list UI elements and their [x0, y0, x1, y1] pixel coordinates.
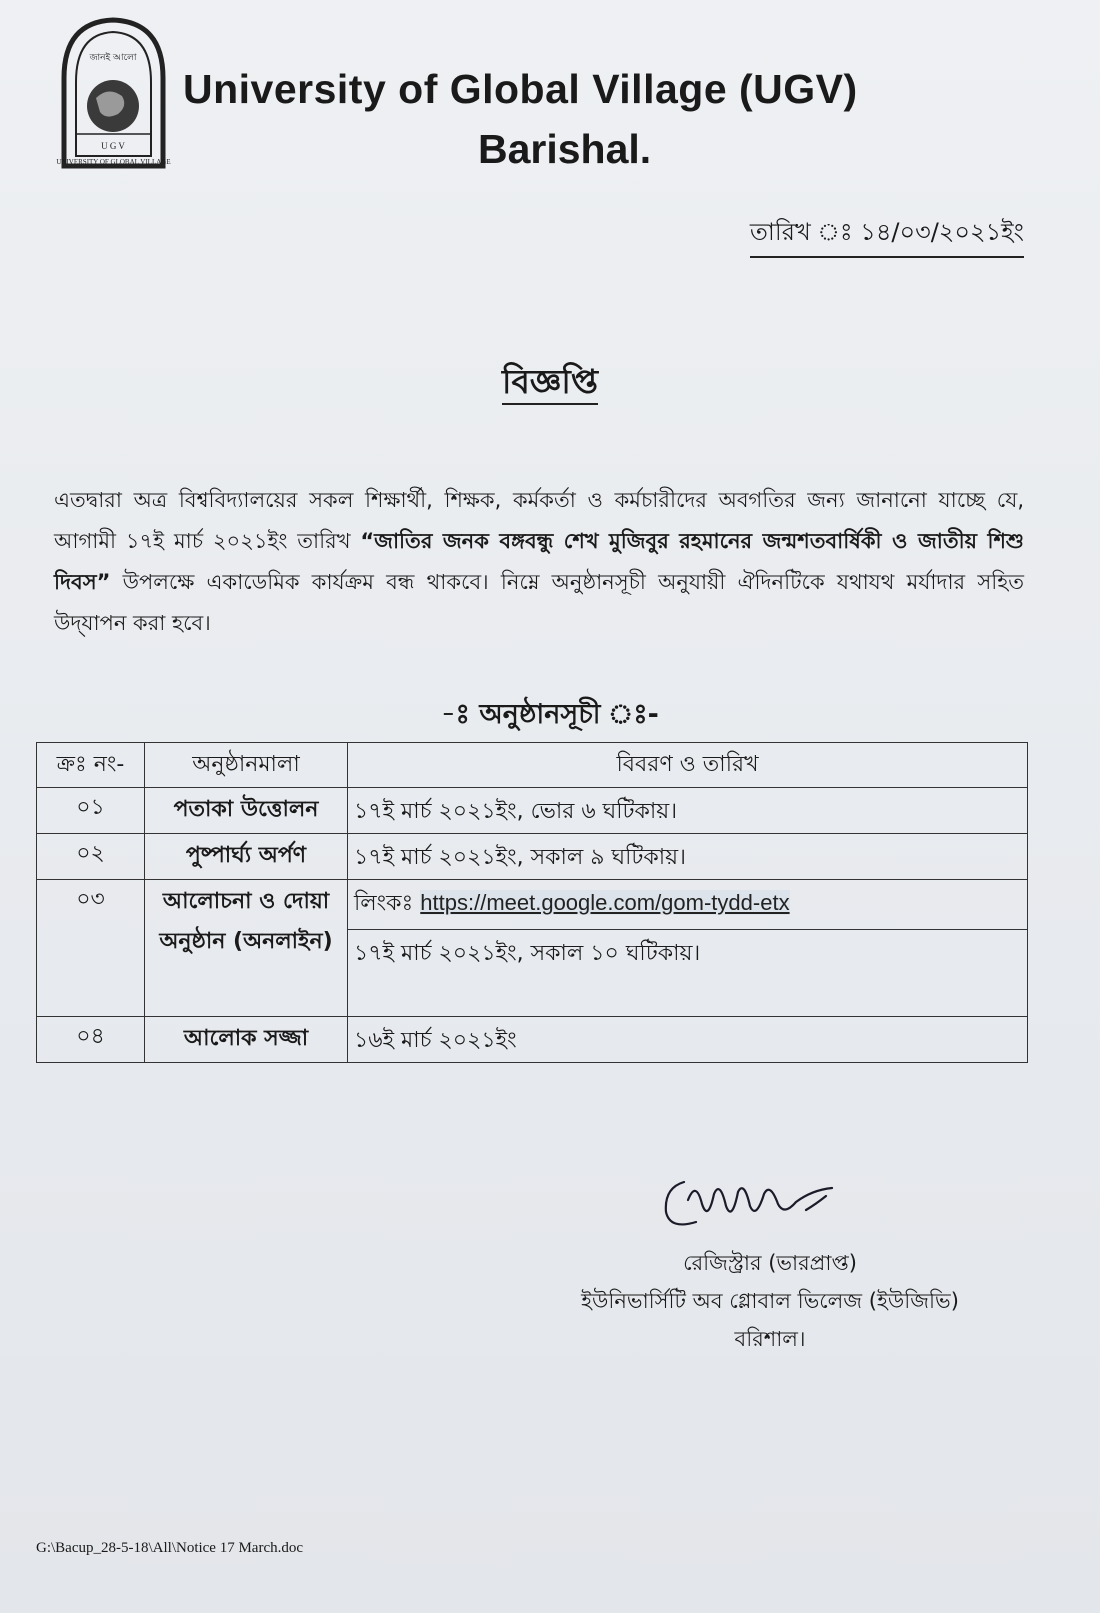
- notice-date: তারিখ ঃ ১৪/০৩/২০২১ইং: [750, 214, 1024, 258]
- body-part-2: উপলক্ষে একাডেমিক কার্যক্রম বন্ধ থাকবে। নিম্নে অনুষ্ঠানসূচী অনুযায়ী ঐদিনটিকে যথাযথ মর্যাদার সহিত উদ্‌যাপন করা হবে।: [54, 570, 1024, 635]
- body-part-1: এতদ্বারা অত্র বিশ্ববিদ্যালয়ের সকল শিক্ষার্থী, শিক্ষক, কর্মকর্তা ও কর্মচারীদের অবগতির জন্য জানানো যাচ্ছে যে, আগামী ১৭ই মার্চ ২০২১ইং তারিখ: [54, 488, 1024, 553]
- signatory-block: [560, 1244, 980, 1358]
- row-details: ১৭ই মার্চ ২০২১ইং, সকাল ১০ ঘটিকায়।: [354, 941, 701, 966]
- logo-top-text: জানই আলো: [89, 53, 137, 63]
- notice-title: [0, 356, 1100, 412]
- notice-body: [54, 480, 1024, 644]
- header-event: অনুষ্ঠানমালা: [145, 743, 348, 788]
- row-serial: ০১: [37, 788, 145, 834]
- table-header-row: [37, 743, 1028, 788]
- signatory-city: বরিশাল।: [734, 1327, 806, 1351]
- row-event: আলোচনা ও দোয়া অনুষ্ঠান (অনলাইন): [145, 880, 348, 1017]
- logo-letters: U G V: [101, 141, 125, 151]
- row-details: ১৬ই মার্চ ২০২১ইং: [348, 1017, 1028, 1063]
- table-row: [37, 1017, 1028, 1063]
- row-details-cell: [348, 880, 1028, 1017]
- schedule-table: [36, 742, 1028, 1063]
- meeting-link[interactable]: https://meet.google.com/gom-tydd-etx: [420, 890, 790, 915]
- schedule-title: -ঃ অনুষ্ঠানসূচী ঃ-: [441, 699, 659, 730]
- notice-title-text: বিজ্ঞপ্তি: [502, 362, 598, 405]
- row-serial: ০২: [37, 834, 145, 880]
- row-details: ১৭ই মার্চ ২০২১ইং, ভোর ৬ ঘটিকায়।: [348, 788, 1028, 834]
- university-city: Barishal.: [478, 126, 652, 172]
- row-serial: ০৩: [37, 880, 145, 1017]
- ugv-logo-icon: [56, 16, 171, 176]
- table-row: [37, 788, 1028, 834]
- file-path-footer: G:\Bacup_28-5-18\All\Notice 17 March.doc: [36, 1540, 304, 1556]
- row-details: ১৭ই মার্চ ২০২১ইং, সকাল ৯ ঘটিকায়।: [348, 834, 1028, 880]
- body-highlight: “জাতির জনক বঙ্গবন্ধু শেখ মুজিবুর রহমানের জন্মশতবার্ষিকী ও জাতীয় শিশু দিবস”: [54, 529, 1024, 594]
- link-line: [348, 880, 1027, 930]
- signatory-title: রেজিস্ট্রার (ভারপ্রাপ্ত): [683, 1251, 857, 1275]
- row-serial: ০৪: [37, 1017, 145, 1063]
- row-event: আলোক সজ্জা: [145, 1017, 348, 1063]
- row-event: পুষ্পার্ঘ্য অর্পণ: [145, 834, 348, 880]
- table-row: [37, 880, 1028, 1017]
- signature-icon: [656, 1160, 856, 1240]
- link-label: লিংকঃ: [354, 891, 414, 916]
- university-name: University of Global Village (UGV): [183, 66, 858, 112]
- header-details: বিবরণ ও তারিখ: [348, 743, 1028, 788]
- logo-caption: UNIVERSITY OF GLOBAL VILLAGE: [56, 158, 171, 166]
- header-serial: ক্রঃ নং-: [37, 743, 145, 788]
- signatory-org: ইউনিভার্সিটি অব গ্লোবাল ভিলেজ (ইউজিভি): [581, 1289, 959, 1313]
- table-row: [37, 834, 1028, 880]
- row-event: পতাকা উত্তোলন: [145, 788, 348, 834]
